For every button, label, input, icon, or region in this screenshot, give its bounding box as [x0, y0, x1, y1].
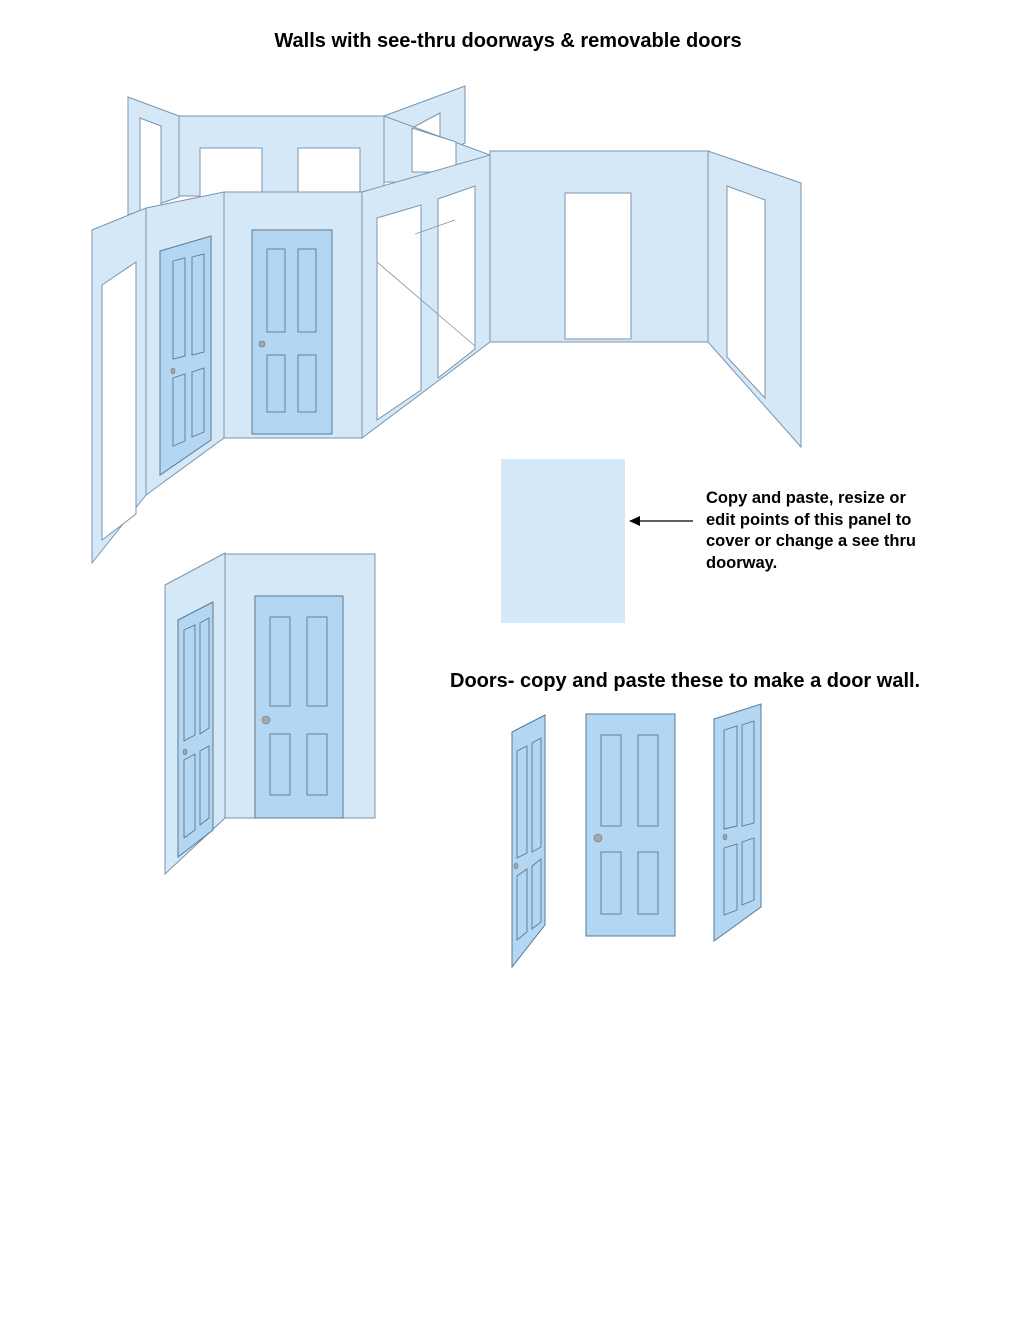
arrow-left-icon [629, 516, 640, 526]
corner-door-front[interactable] [255, 596, 343, 818]
back-center-wall-opening-right [298, 148, 360, 198]
door-panel [255, 596, 343, 818]
cover-panel-note: Copy and paste, resize or edit points of this panel to cover or change a see thru doorway. [706, 489, 916, 572]
front-walls [92, 151, 801, 563]
door-knob-icon [171, 368, 175, 374]
door-panel [252, 230, 332, 434]
door-knob-icon [259, 341, 265, 347]
door-knob-icon [723, 834, 727, 840]
back-left-angled-wall-opening [140, 118, 161, 213]
door-panel [586, 714, 675, 936]
front-right-angled-wall-opening-left [377, 205, 421, 420]
wall-door-front-center[interactable] [252, 230, 332, 434]
door-knob-icon [262, 716, 270, 724]
wall-door-angled-left[interactable] [160, 236, 211, 475]
loose-door-angled-right[interactable] [714, 704, 761, 941]
loose-doors [512, 704, 761, 967]
corner-wall-set [165, 553, 375, 874]
pointer-arrow [629, 516, 693, 526]
corner-door-angled[interactable] [178, 602, 213, 857]
cover-panel[interactable] [501, 459, 625, 623]
front-right-angled-wall-opening-right [438, 186, 475, 378]
right-flat-wall-opening [565, 193, 631, 339]
doors-heading: Doors- copy and paste these to make a door wall. [450, 670, 921, 692]
page-title: Walls with see-thru doorways & removable doors [274, 30, 742, 52]
loose-door-front[interactable] [586, 714, 675, 936]
front-left-angled-wall-opening [102, 262, 136, 540]
door-knob-icon [514, 863, 518, 869]
back-center-wall-opening-left [200, 148, 262, 198]
loose-door-angled-left[interactable] [512, 715, 545, 967]
door-panel [160, 236, 211, 475]
door-knob-icon [594, 834, 602, 842]
door-knob-icon [183, 749, 187, 755]
